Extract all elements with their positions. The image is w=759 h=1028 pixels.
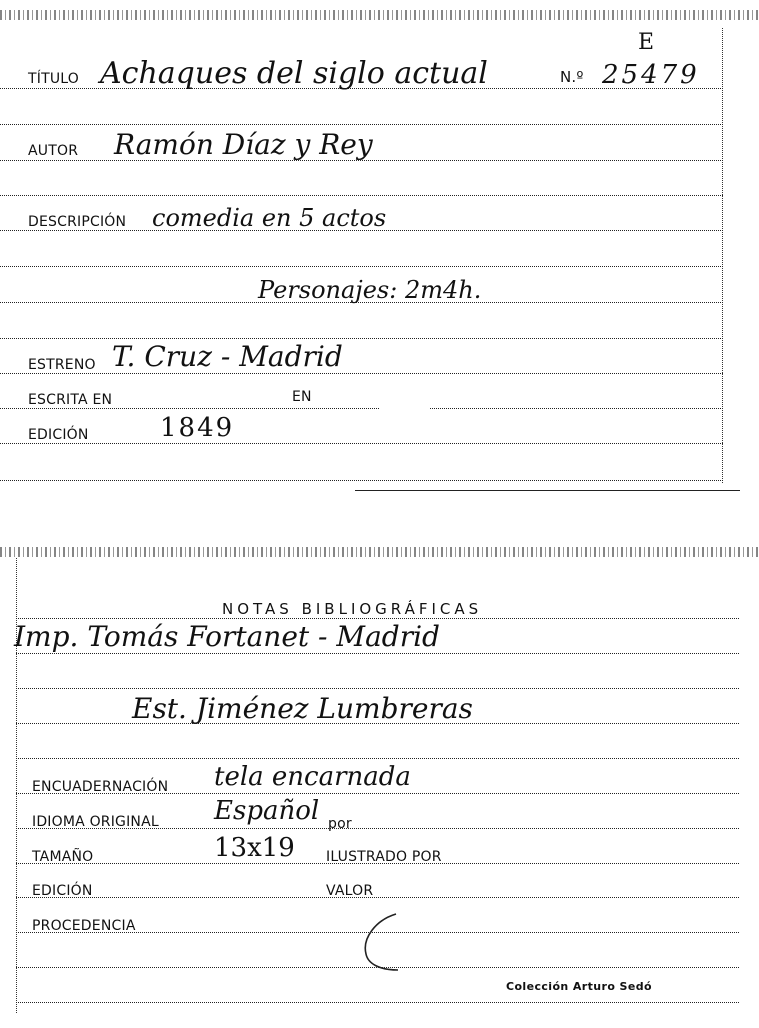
- encuadernacion-value: tela encarnada: [214, 762, 411, 792]
- escrita-label: ESCRITA EN: [28, 392, 113, 408]
- tamano-label: TAMAÑO: [32, 849, 94, 865]
- tamano-value: 13x19: [214, 833, 295, 863]
- edicion-value: 1849: [160, 413, 235, 443]
- card-top-edge: [0, 10, 759, 20]
- note-line-2: Est. Jiménez Lumbreras: [132, 692, 473, 725]
- rule-line: [0, 480, 723, 481]
- pencil-mark: [358, 912, 418, 974]
- rule-line: [16, 758, 739, 759]
- rule-line: [0, 195, 723, 196]
- collection-footer: Colección Arturo Sedó: [506, 980, 652, 993]
- rule-line: [0, 373, 723, 374]
- encuadernacion-label: ENCUADERNACIÓN: [32, 779, 169, 795]
- card-top-edge: [0, 547, 759, 557]
- rule-line: [0, 443, 723, 444]
- titulo-label: TÍTULO: [28, 71, 79, 87]
- personajes-value: Personajes: 2m4h.: [258, 276, 482, 304]
- numero-label: N.º: [560, 68, 584, 86]
- letter-mark: E: [638, 30, 655, 55]
- card-bottom-edge: [355, 490, 740, 491]
- edicion2-label: EDICIÓN: [32, 883, 93, 899]
- edicion-label: EDICIÓN: [28, 427, 89, 443]
- por-label: por: [328, 816, 352, 832]
- numero-value: 25479: [602, 60, 700, 90]
- rule-line: [0, 408, 723, 409]
- rule-line: [16, 688, 739, 689]
- descripcion-label: DESCRIPCIÓN: [28, 214, 127, 230]
- estreno-label: ESTRENO: [28, 357, 96, 373]
- titulo-value: Achaques del siglo actual: [100, 56, 488, 91]
- idioma-label: IDIOMA ORIGINAL: [32, 814, 159, 830]
- idioma-value: Español: [214, 796, 320, 826]
- rule-line: [16, 1002, 739, 1003]
- en-label: EN: [292, 389, 312, 405]
- valor-label: VALOR: [326, 883, 374, 899]
- rule-line: [16, 653, 739, 654]
- procedencia-label: PROCEDENCIA: [32, 918, 136, 934]
- rule-line: [0, 338, 723, 339]
- card-right-border: [722, 28, 723, 483]
- rule-line: [0, 124, 723, 125]
- autor-value: Ramón Díaz y Rey: [114, 128, 373, 161]
- ilustrado-label: ILUSTRADO POR: [326, 849, 442, 865]
- descripcion-value: comedia en 5 actos: [152, 204, 387, 232]
- rule-line: [16, 897, 739, 898]
- notas-heading: NOTAS BIBLIOGRÁFICAS: [222, 600, 483, 618]
- autor-label: AUTOR: [28, 143, 79, 159]
- catalog-card-front: [0, 0, 759, 495]
- rule-line: [0, 266, 723, 267]
- rule-line: [16, 618, 739, 619]
- note-line-1: Imp. Tomás Fortanet - Madrid: [14, 620, 440, 653]
- catalog-card-back: [0, 540, 759, 1028]
- estreno-value: T. Cruz - Madrid: [112, 340, 343, 373]
- paper-blot: [380, 402, 430, 416]
